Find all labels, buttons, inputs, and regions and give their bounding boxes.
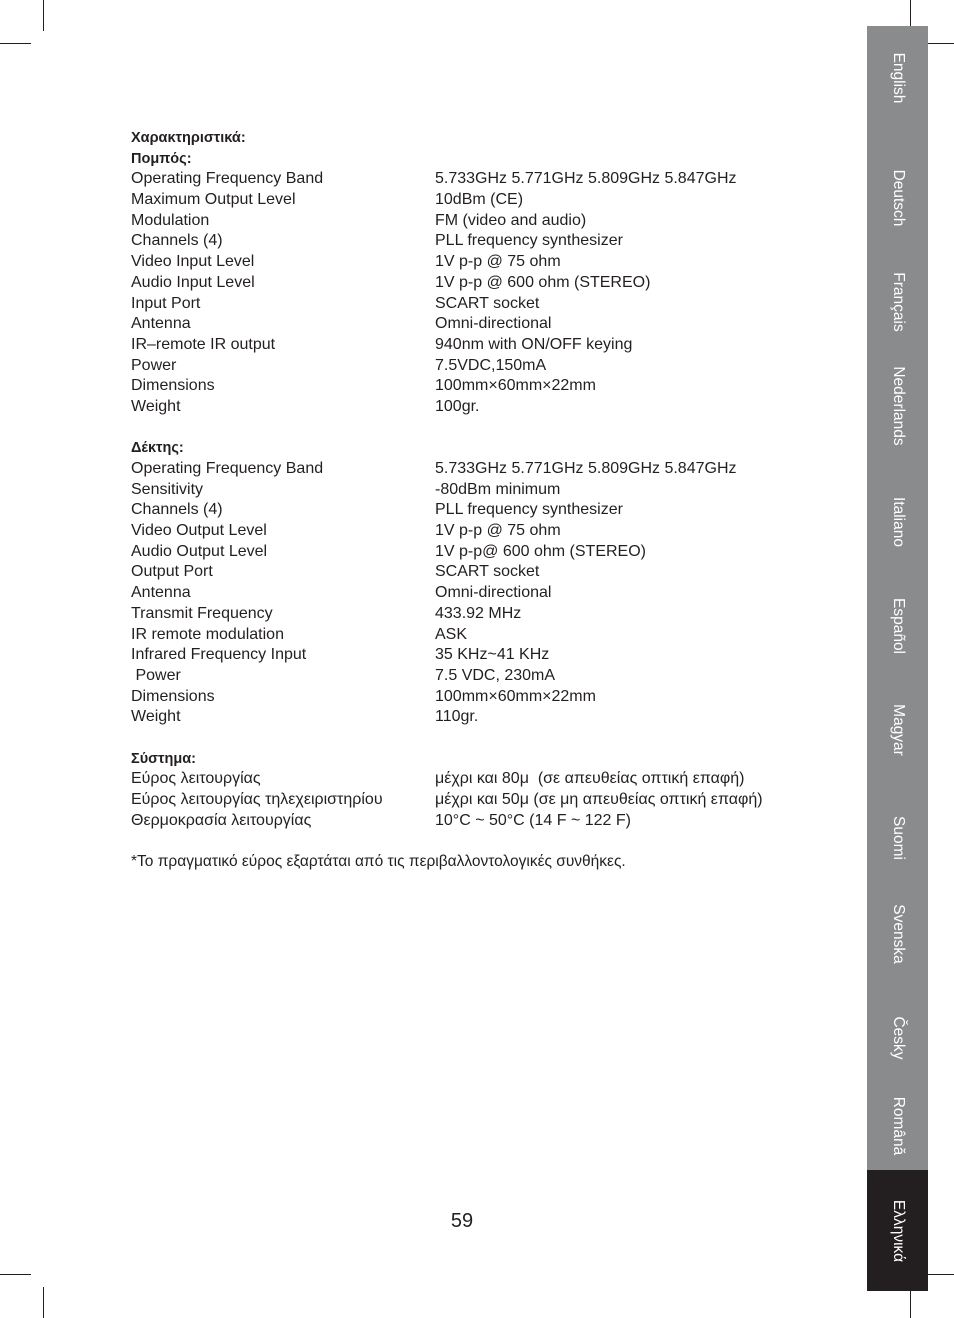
spec-value: ASK bbox=[435, 625, 468, 643]
spec-label: Θερμοκρασία λειτουργίας bbox=[131, 811, 312, 829]
language-tab[interactable] bbox=[867, 678, 928, 782]
spec-value: 1V p-p @ 600 ohm (STEREO) bbox=[435, 273, 651, 291]
spec-row bbox=[131, 625, 831, 646]
spec-label: Weight bbox=[131, 708, 181, 726]
spec-row bbox=[131, 645, 831, 666]
language-tab[interactable] bbox=[867, 26, 928, 130]
spec-value: μέχρι και 50μ (σε μη απευθείας οπτική επαφή) bbox=[435, 791, 763, 808]
spec-value: 940nm with ON/OFF keying bbox=[435, 335, 633, 353]
spec-row bbox=[131, 811, 831, 832]
language-label: Suomi bbox=[889, 816, 907, 860]
spec-value: SCART socket bbox=[435, 294, 540, 312]
spec-value: 7.5 VDC, 230mA bbox=[435, 666, 556, 684]
spec-row bbox=[131, 500, 831, 521]
spec-row bbox=[131, 356, 831, 377]
spec-row bbox=[131, 769, 831, 790]
spec-value: 110gr. bbox=[435, 708, 479, 726]
language-tab[interactable] bbox=[867, 1074, 928, 1178]
language-label: Nederlands bbox=[889, 366, 907, 446]
spec-value: -80dBm minimum bbox=[435, 480, 561, 498]
spec-value: 5.733GHz 5.771GHz 5.809GHz 5.847GHz bbox=[435, 170, 737, 188]
spec-row bbox=[131, 231, 831, 252]
crop-mark bbox=[910, 1287, 911, 1318]
spec-row bbox=[131, 480, 831, 501]
spec-label: Output Port bbox=[131, 563, 213, 581]
spec-value: 1V p-p @ 75 ohm bbox=[435, 522, 561, 540]
spec-label: Modulation bbox=[131, 211, 210, 229]
spacer bbox=[131, 418, 831, 439]
spec-value: 1V p-p@ 600 ohm (STEREO) bbox=[435, 542, 646, 560]
spec-label: Weight bbox=[131, 397, 181, 415]
language-label: Română bbox=[889, 1096, 907, 1156]
spec-label: Power bbox=[131, 666, 181, 684]
spec-label: Operating Frequency Band bbox=[131, 460, 324, 477]
language-tab[interactable] bbox=[867, 470, 928, 574]
language-label: English bbox=[889, 52, 907, 104]
receiver-specs bbox=[131, 459, 831, 728]
spec-row bbox=[131, 273, 831, 294]
spec-label: Channels (4) bbox=[131, 232, 223, 250]
spec-row bbox=[131, 376, 831, 397]
spacer bbox=[131, 831, 831, 852]
language-label: Italiano bbox=[889, 497, 907, 547]
spec-row bbox=[131, 397, 831, 418]
footnote: *Το πραγματικό εύρος εξαρτάται από τις περιβαλλοντολογικές συνθήκες. bbox=[131, 853, 626, 871]
spec-row bbox=[131, 252, 831, 273]
spec-row bbox=[131, 459, 831, 480]
spec-value: 10dBm (CE) bbox=[435, 191, 524, 209]
spec-label: Εύρος λειτουργίας τηλεχειριστηρίου bbox=[131, 791, 383, 808]
spec-label: Video Input Level bbox=[131, 253, 255, 271]
spec-label: Sensitivity bbox=[131, 480, 204, 498]
spec-row bbox=[131, 190, 831, 211]
spec-row bbox=[131, 335, 831, 356]
spec-value: 100gr. bbox=[435, 397, 480, 415]
language-tab[interactable] bbox=[867, 250, 928, 354]
spec-value: 35 KHz~41 KHz bbox=[435, 646, 550, 664]
language-label: Magyar bbox=[889, 704, 907, 756]
spec-value: FM (video and audio) bbox=[435, 211, 587, 229]
spec-label: Antenna bbox=[131, 315, 191, 333]
spec-value: Omni-directional bbox=[435, 584, 552, 602]
spec-value: 100mm×60mm×22mm bbox=[435, 377, 596, 395]
spec-value: PLL frequency synthesizer bbox=[435, 501, 623, 519]
spec-row bbox=[131, 666, 831, 687]
section-heading: Σύστημα: bbox=[131, 750, 197, 767]
spec-label: Dimensions bbox=[131, 687, 215, 705]
spec-row bbox=[131, 707, 831, 728]
crop-mark bbox=[0, 1274, 31, 1275]
spec-row bbox=[131, 562, 831, 583]
spec-label: Dimensions bbox=[131, 377, 215, 395]
section-subheading: Πομπός: bbox=[131, 150, 192, 167]
language-sidebar bbox=[867, 26, 928, 1291]
language-tab[interactable] bbox=[867, 146, 928, 250]
spec-label: Transmit Frequency bbox=[131, 604, 273, 622]
spec-value: 433.92 MHz bbox=[435, 604, 522, 622]
language-label: Svenska bbox=[889, 904, 907, 964]
spec-value: 7.5VDC,150mA bbox=[435, 356, 547, 374]
spec-label: Antenna bbox=[131, 584, 191, 602]
language-tab[interactable] bbox=[867, 882, 928, 986]
crop-mark bbox=[0, 43, 31, 44]
spec-row bbox=[131, 583, 831, 604]
page-number: 59 bbox=[450, 1210, 474, 1232]
spec-row bbox=[131, 790, 831, 811]
language-label: Deutsch bbox=[889, 169, 907, 227]
spec-label: IR remote modulation bbox=[131, 625, 284, 643]
spec-row bbox=[131, 169, 831, 190]
system-specs bbox=[131, 769, 831, 831]
spec-row bbox=[131, 211, 831, 232]
spec-label: Video Output Level bbox=[131, 522, 267, 540]
section-heading: Χαρακτηριστικά: bbox=[131, 130, 246, 146]
spec-label: Εύρος λειτουργίας bbox=[131, 770, 261, 788]
spec-value: Omni-directional bbox=[435, 315, 552, 333]
language-label: Français bbox=[889, 272, 907, 332]
language-tab[interactable] bbox=[867, 786, 928, 890]
spec-label: Audio Input Level bbox=[131, 273, 255, 291]
language-label: Česky bbox=[889, 1016, 907, 1060]
language-tab[interactable] bbox=[867, 1170, 928, 1291]
spec-label: Power bbox=[131, 356, 177, 374]
spec-value: SCART socket bbox=[435, 563, 540, 581]
spec-row bbox=[131, 314, 831, 335]
language-tab[interactable] bbox=[867, 354, 928, 458]
crop-mark bbox=[43, 1287, 44, 1318]
spec-row bbox=[131, 521, 831, 542]
language-label: Español bbox=[889, 597, 907, 655]
language-label: Ελληνικά bbox=[889, 1199, 907, 1262]
spec-row bbox=[131, 687, 831, 708]
spec-content bbox=[131, 128, 831, 873]
spacer bbox=[131, 728, 831, 749]
spec-value: 100mm×60mm×22mm bbox=[435, 687, 596, 705]
spec-label: Input Port bbox=[131, 294, 201, 312]
spec-value: 1V p-p @ 75 ohm bbox=[435, 253, 561, 271]
crop-mark bbox=[43, 0, 44, 31]
section-heading: Δέκτης: bbox=[131, 440, 184, 457]
spec-value: μέχρι και 80μ (σε απευθείας οπτική επαφή) bbox=[435, 770, 745, 788]
transmitter-specs bbox=[131, 169, 831, 417]
spec-label: IR–remote IR output bbox=[131, 335, 276, 353]
spec-value: PLL frequency synthesizer bbox=[435, 232, 623, 250]
spec-label: Maximum Output Level bbox=[131, 191, 296, 209]
spec-label: Infrared Frequency Input bbox=[131, 646, 307, 664]
language-tab[interactable] bbox=[867, 574, 928, 678]
spec-label: Operating Frequency Band bbox=[131, 170, 324, 188]
spec-value: 10°C ~ 50°C (14 F ~ 122 F) bbox=[435, 811, 631, 829]
spec-row bbox=[131, 542, 831, 563]
spec-row bbox=[131, 604, 831, 625]
spec-label: Channels (4) bbox=[131, 501, 223, 519]
spec-row bbox=[131, 294, 831, 315]
spec-label: Audio Output Level bbox=[131, 542, 268, 560]
spec-value: 5.733GHz 5.771GHz 5.809GHz 5.847GHz bbox=[435, 460, 737, 477]
